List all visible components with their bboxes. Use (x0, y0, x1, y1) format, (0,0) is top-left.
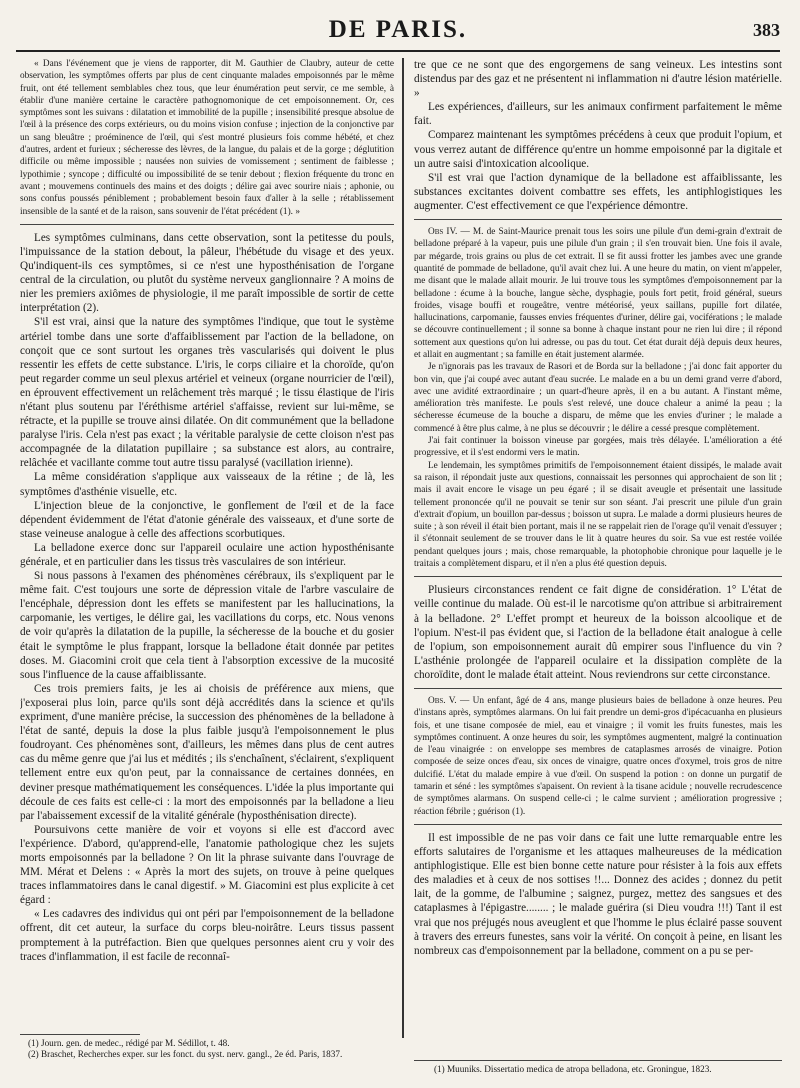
observation-text: — M. de Saint-Maurice prenait tous les soirs une pilule d'un demi-grain d'extrait de belladone préparé à la vapeur, puis une pilule d'un grain ; il s'en trouvait bien. Une fois il avale, par mégarde, trois grains ou plus de cet extrait. Il se fit aussi frotter les jambes avec une grande quantité de pommade de belladone, qu'il avait chez lui. A une heure du matin, on vient m'appeler, me disant que le malade allait mourir. Je lui trouve tous les symptômes d'empoisonnement par la belladone : écume à la bouche, langue sèche, dysphagie, pouls fort petit, froid général, sueurs froides, visage bouffi et rougeâtre, ventre météorisé, yeux saillans, pupille fort dilatée, hallucinations, carpomanie, fausses envies fréquentes d'uriner, délire gai, vociférations ; le malade se découvre continuellement ; il sonne sa bonne à chaque instant pour ne rien lui dire ; il répond sottement aux questions qu'on lui adresse, ou pas du tout. Cet état durait déjà depuis deux heures, et allait en augmentant ; sa famille en était justement alarmée. (414, 227, 782, 360)
paragraph: La belladone exerce donc sur l'appareil oculaire une action hyposthénisante générale, et en particulier dans les tissus très vasculaires de son intérieur. (20, 541, 394, 569)
paragraph: Poursuivons cette manière de voir et voyons si elle est d'accord avec l'expérience. D'abord, qu'apprend-elle, l'anatomie pathologique chez les sujets morts empoisonnés par la belladone ? On lit la phrase suivante dans l'ouvrage de MM. Mérat et Delens : « Après la mort des sujets, on trouve à peine quelques traces inflammatoires dans le canal digestif. » M. Giacomini est plus explicite à cet égard : (20, 823, 394, 907)
section-separator (414, 824, 782, 825)
observation-label: Obs IV. (428, 227, 458, 238)
observation-v (414, 695, 782, 818)
left-footnotes (20, 1038, 394, 1060)
section-separator (414, 576, 782, 577)
footnote-rule (414, 1060, 782, 1061)
paragraph: La même considération s'applique aux vaisseaux de la rétine ; de là, les symptômes d'asthénie visuelle, etc. (20, 471, 394, 498)
right-column (414, 58, 782, 1053)
observation-text: — Un enfant, âgé de 4 ans, mange plusieurs baies de belladone à onze heures. Peu d'instans après, symptômes alarmans. On lui fait prendre un demi-gros d'ipécacuanha en plusieurs fois, et une tisane composée de miel, eau et vinaigre ; il vomit les fruits funestes, mais les symptômes continuent. A onze heures du soir, les symptômes augmentent, malgré la continuation de l'eau vinaigrée : on enveloppe ses membres de cataplasmes arrosés de vinaigre. Potion composée de seize onces d'eau, six onces de vinaigre, quatre onces d'oxymel, trois gros de nitre dulcifié. L'état du malade empire à vue d'œil. On suspend la potion : on donne un purgatif de tamarin et séné : les symptômes s'apaisent. On revient à la tisane acidule ; nouvelle recrudescence de symptômes alarmans. On suspend celle-ci ; le calme survient ; amélioration progressive ; réaction fébrile ; guérison (1). (414, 696, 782, 817)
observation-label: Obs. V. (428, 696, 457, 706)
paragraph: Les expériences, d'ailleurs, sur les animaux confirment parfaitement le même fait. (414, 101, 782, 128)
paragraph: Ces trois premiers faits, je les ai choisis de préférence aux miens, que j'exposerai plus loin, parce qu'ils sont déjà accrédités dans la science et qu'ils expriment, d'une manière précise, la succession des phénomènes de la belladone à l'état de santé, depuis la dose la plus faible jusqu'à l'empoisonnement le plus foudroyant. Ces phénomènes sont, d'ailleurs, les mêmes dans plus de cent autres cas du même genre que j'ai lus et médités ; ils s'enchaînent, s'éclairent, s'expliquent tellement entre eux qu'on peut, par la connaissance de certaines données, en deviner presque mathématiquement les conséquences. L'idée la plus importante qui découle de ces faits est celle-ci : la mort des empoisonnés par la belladone a lieu par l'abaissement excessif de la vitalité générale (hyposthénisation directe). (20, 682, 394, 822)
paragraph: L'injection bleue de la conjonctive, le gonflement de l'œil et de la face dépendent évidemment de l'état d'atonie générale des vaisseaux, et d'une sorte de stase veineuse analogue à celle des affections scorbutiques. (20, 499, 394, 540)
right-footnote (414, 1064, 782, 1075)
paragraph: Les symptômes culminans, dans cette observation, sont la petitesse du pouls, l'impuissance de la station debout, la pâleur, l'hébétude du visage et des yeux. Qu'indiquent-ils ces symptômes, si ce n'est une hyposthénisation de l'organe central de la circulation, ou plutôt du système nerveux ganglionnaire ? A moins de nier les premiers axiômes de physiologie, il me paraît impossible de sortir de cette interprétation (2). (20, 231, 394, 315)
section-separator (20, 224, 394, 225)
footnote: (1) Muuniks. Dissertatio medica de atropa belladona, etc. Groningue, 1823. (434, 1064, 712, 1074)
footnote: (1) Journ. gen. de medec., rédigé par M. Sédillot, t. 48. (28, 1038, 230, 1048)
section-separator (414, 688, 782, 689)
paragraph: Plusieurs circonstances rendent ce fait digne de considération. 1° L'état de veille continue du malade. Où est-il le narcotisme qu'on attribue si arbitrairement à la belladone. 2° L'effet prompt et heureux de la boisson alcoolique et de l'opium. N'est-il pas évident que, si l'action de la belladone était analogue à celle de l'opium, son empoisonnement aurait dû empirer sous l'influence du vin ? L'asthénie prolongée de l'appareil oculaire et la dissipation complète de la choroïdite, dont le malade était atteint. Nous reviendrons sur cette circonstance. (414, 584, 782, 681)
paragraph: Comparez maintenant les symptômes précédens à ceux que produit l'opium, et vous verrez autant de différence qu'entre un homme empoisonné par la digitale et un autre saisi d'intoxication alcoolique. (414, 129, 782, 170)
paragraph: Il est impossible de ne pas voir dans ce fait une lutte remarquable entre les efforts salutaires de l'organisme et les attaques malheureuses de la médication antiphlogistique. Elle est bien bonne cette nature pour résister à la fois aux effets des maladies et à ceux de nos sottises !!... Donnez des acides ; donnez du petit lait, de la gomme, de l'albumine ; saignez, purgez, mettez des sangsues et des cataplasmes à l'épigastre........ ; le malade guérira (si Dieu voudra !!!) Tant il est vrai que nos préjugés nous aveuglent et que l'homme le plus éclairé passe souvent à travers des erreurs funestes, sans voir la vérité. On conçoit à peine, en lisant les nombreux cas d'empoisonnement par la belladone, comment on a pu se per- (414, 831, 782, 957)
paragraph: S'il est vrai, ainsi que la nature des symptômes l'indique, que tout le système artériel tombe dans une sorte d'affaiblissement par l'action de la belladone, on conçoit que ce sont surtout les organes très vascularisés qui doivent le plus ressentir les effets de cette substance. L'iris, le corps ciliaire et la choroïde, qu'on peut regarder comme un seul plexus artériel et veineux (organe nourricier de l'œil), en éprouvent effectivement un relâchement très marqué ; le tissu élastique de l'iris n'étant plus soutenu par l'éréthisme artériel s'affaisse, revient sur lui-même, se rétracte, et la pupille se trouve ainsi dilatée. On dit communément que la belladone paralyse l'iris. Cela n'est pas exact ; la véritable paralysie de cette cloison n'est pas accompagnée de la dilatation pupillaire ; sa substance est alors, au contraire, relâchée et vacillante comme tout autre tissu paralysé (vacillation irienne). (20, 316, 394, 470)
section-separator (414, 219, 782, 220)
paragraph: tre que ce ne sont que des engorgemens de sang veineux. Les intestins sont distendus par des gaz et ne présentent ni inflammation ni d'autre lésion matérielle. » (414, 59, 782, 100)
page-number: 383 (753, 20, 780, 40)
page-title: DE PARIS. (328, 16, 468, 43)
paragraph: Si nous passons à l'examen des phénomènes cérébraux, ils s'expliquent par le même fait. C'est toujours une sorte de dépression vitale de l'arbre vasculaire de l'encéphale, dépression dont les effets se manifestent par les hallucinations, la carpomanie, les vertiges, le délire gai, les vacillations du corps, etc. Nous venons de voir qu'après la dilatation de la pupille, la sécheresse de la bouche et du gosier était le symptôme le plus frappant, lorsque la belladone était donnée par petites doses. M. Giacomini croit que cela tient à l'absorption excessive de la mucosité sous l'influence de la cause affaiblissante. (20, 570, 394, 681)
paragraph: S'il est vrai que l'action dynamique de la belladone est affaiblissante, les substances excitantes doivent combattre ses effets, les antiphlogistiques les augmenter. C'est effectivement ce que l'expérience démontre. (414, 171, 782, 212)
observation-paragraph: Je n'ignorais pas les travaux de Rasori et de Borda sur la belladone ; j'ai donc fait apporter du bon vin, que j'ai coupé avec autant d'eau sucrée. Le malade en a bu un demi grand verre d'abord, avec une avidité extraordinaire ; un quart-d'heure après, il en a bu autant. A l'instant même, amélioration très manifeste. Le pouls s'est relevé, une douce chaleur a animé la peau ; la sécheresse écumeuse de la bouche a disparu, de même que les envies d'uriner ; le malade a commencé à être plus calme, à ne plus se découvrir ; le délire a cessé presque complètement. (414, 362, 782, 434)
left-column (20, 58, 394, 1043)
quoted-paragraph: « Les cadavres des individus qui ont péri par l'empoisonnement de la belladone offrent, dit cet auteur, la surface du corps bleu-noirâtre. Leurs tissus passent promptement à la putréfaction. Bien que quelques personnes aient cru y voir des traces d'inflammation, il est facile de reconnaî- (20, 908, 394, 963)
column-divider (402, 58, 404, 1038)
observation-paragraph: J'ai fait continuer la boisson vineuse par gorgées, mais très délayée. L'amélioration a été progressive, et il s'est endormi vers le matin. (414, 436, 782, 459)
footnote-rule (20, 1034, 140, 1035)
observation-paragraph: Le lendemain, les symptômes primitifs de l'empoisonnement étaient dissipés, le malade avait sa raison, il répondait juste aux questions, connaissait les personnes qui approchaient de son lit ; mais il avait encore le visage un peu égaré ; il se disait aveugle et présentait une lassitude tellement prononcée qu'il ne pouvait se tenir sur son séant. J'ai prescrit une pilule d'un grain d'extrait d'opium, un bouillon par-dessus ; boisson ut supra. Le malade a dormi plusieurs heures de suite ; à son réveil il était bien portant, mais il ne se rappelait rien de l'orage qu'il venait d'essuyer ; il s'étonnait seulement de se trouver dans le lit à quatre heures du soir. Sa vue est restée voilée pendant quelques jours ; mais, chose remarquable, la photophobie chronique pour laquelle je le traitais a complètement disparu, et il n'en a plus été question depuis. (414, 460, 782, 570)
page-header (16, 16, 780, 52)
footnote: (2) Braschet, Recherches exper. sur les fonct. du syst. nerv. gangl., 2e éd. Paris, 1837. (28, 1049, 343, 1059)
quoted-observation: « Dans l'événement que je viens de rapporter, dit M. Gauthier de Claubry, auteur de cette observation, les symptômes offerts par plus de cent cinquante malades empoisonnés par le même fruit, ont été tellement semblables chez tous, que leur énumération peut servir, ce me semble, à établir d'une manière certaine le caractère pathognomonique de cet empoisonnement. Or, ces symptômes sont les suivans : dilatation et immobilité de la pupille ; insensibilité presque absolue de l'œil à la présence des corps extérieurs, ou du moins vision confuse ; injection de la conjonctive par un sang bleuâtre ; proéminence de l'œil, qui s'est montré plusieurs fois comme hébété, et chez d'autres, ardent et furieux ; sécheresse des lèvres, de la langue, du palais et de la gorge ; déglutition difficile ou même impossible ; nausées non suivies de vomissement ; sentiment de faiblesse ; lypothimie ; syncope ; difficulté ou impossibilité de se tenir debout ; flexion fréquente du tronc en avant ; mouvemens continuels des mains et des doigts ; délire gai avec sourire niais ; aphonie, ou sons confus poussés péniblement ; probablement besoin faux d'aller à la selle ; rétablissement insensible de la santé et de la raison, sans souvenir de l'état précédent (1). » (20, 59, 394, 217)
observation-iv (414, 226, 782, 361)
